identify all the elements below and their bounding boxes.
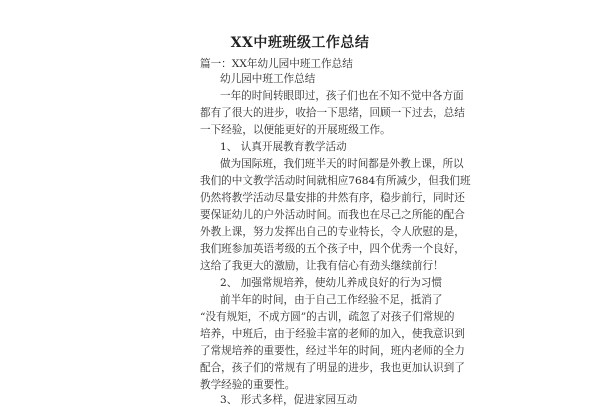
article-subheading: 幼儿园中班工作总结 xyxy=(220,73,316,85)
section-heading: 3、 形式多样，促进家园互动 xyxy=(220,394,358,406)
paragraph-line: 一年的时间转眼即过，孩子们也在不知不觉中各方面 xyxy=(220,90,464,102)
paragraph-line: 这给了我更大的激励，让我有信心有劲头继续前行！ xyxy=(200,260,444,272)
section-heading: 2、 加强常规培养，使幼儿养成良好的行为习惯 xyxy=(220,277,442,289)
article-heading: 篇一：XX年幼儿园中班工作总结 xyxy=(200,58,353,70)
paragraph-line: 做为国际班，我们班半天的时间都是外教上课，所以 xyxy=(220,158,464,170)
paragraph-line: 都有了很大的进步，收拾一下思绪，回顾一下过去，总结 xyxy=(200,107,465,119)
paragraph-line: 配合，孩子们的常规有了明显的进步，我也更加认识到了 xyxy=(200,362,465,374)
paragraph-line: 教学经验的重要性。 xyxy=(200,379,296,391)
paragraph-line: 我们班参加英语考级的五个孩子中，四个优秀一个良好， xyxy=(200,243,465,255)
paragraph-line: “没有规矩，不成方圆”的古训，疏忽了对孩子们常规的 xyxy=(200,311,455,323)
paragraph-line: 了常规培养的重要性，经过半年的时间，班内老师的全力 xyxy=(200,345,465,357)
paragraph-line: 前半年的时间，由于自己工作经验不足，抵消了 xyxy=(220,294,443,306)
section-heading: 1、 认真开展教育教学活动 xyxy=(220,141,347,153)
paragraph-line: 要保证幼儿的户外活动时间。而我也在尽己之所能的配合 xyxy=(200,209,465,221)
document-title: XX中班班级工作总结 xyxy=(230,35,370,51)
paragraph-line: 培养，中班后，由于经验丰富的老师的加入，使我意识到 xyxy=(200,328,465,340)
paragraph-line: 我们的中文教学活动时间就相应7684有所减少，但我们班 xyxy=(200,175,471,187)
paragraph-line: 仍然将教学活动尽量安排的井然有序，稳步前行，同时还 xyxy=(200,192,465,204)
paragraph-line: 一下经验，以便能更好的开展班级工作。 xyxy=(200,124,391,136)
paragraph-line: 外教上课，努力发挥出自己的专业特长，令人欣慰的是， xyxy=(200,226,465,238)
